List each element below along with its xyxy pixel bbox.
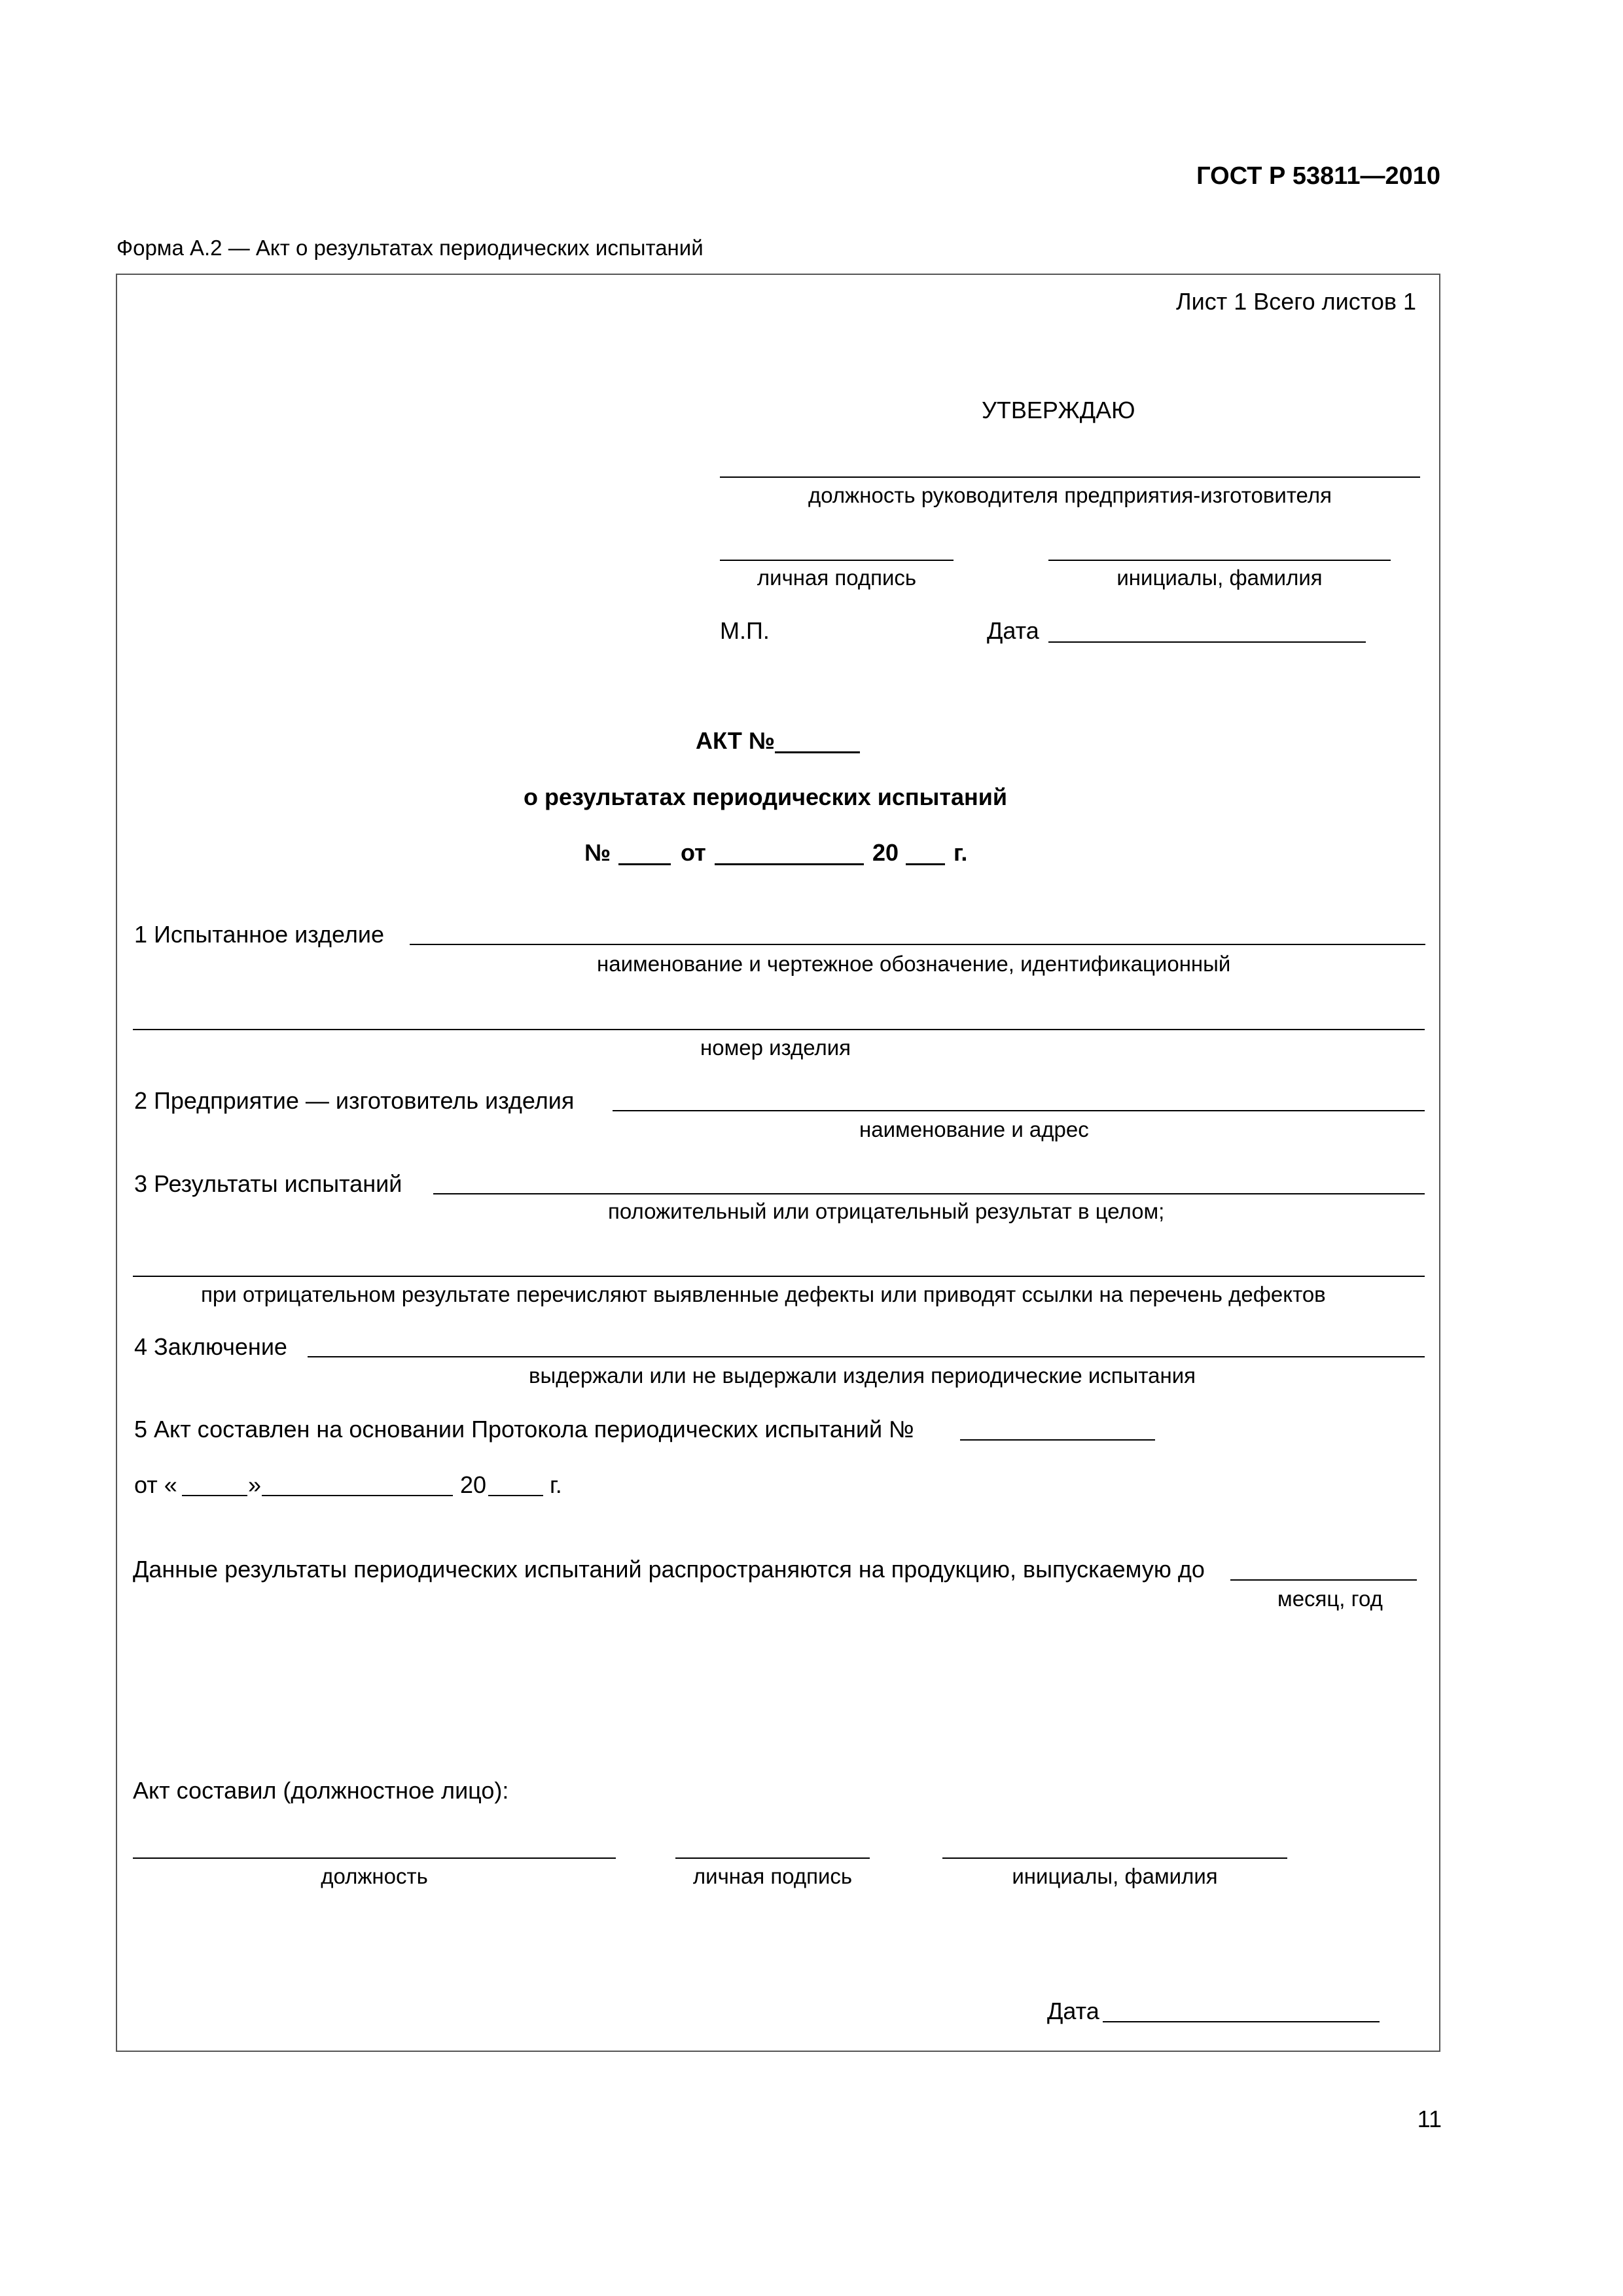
compiler-signature-caption: личная подпись (692, 1864, 853, 1888)
item5-quote-close: » (248, 1471, 262, 1498)
item5-protocol-line[interactable] (960, 1439, 1155, 1441)
form-caption: Форма А.2 — Акт о результатах периодических испытаний (116, 236, 704, 260)
item5-year-line[interactable] (488, 1495, 543, 1496)
approval-position-caption: должность руководителя предприятия-изготовителя (808, 483, 1332, 507)
item1-line2[interactable] (133, 1029, 1425, 1030)
item2-label: 2 Предприятие — изготовитель изделия (134, 1087, 575, 1114)
act-number-blank[interactable] (618, 863, 671, 865)
item2-line[interactable] (613, 1110, 1425, 1111)
act-year-blank[interactable] (906, 863, 945, 865)
compiler-name-line[interactable] (942, 1857, 1287, 1859)
item1-caption2: номер изделия (700, 1035, 851, 1060)
act-year-suffix: г. (954, 839, 968, 866)
item5-day-line[interactable] (182, 1495, 247, 1496)
item3-caption2: при отрицательном результате перечисляют выявленные дефекты или приводят ссылки на перечень дефектов (201, 1282, 1326, 1306)
item5-month-line[interactable] (262, 1495, 453, 1496)
act-title: АКТ № (696, 727, 775, 754)
act-number-line[interactable] (775, 751, 860, 753)
approval-name-caption: инициалы, фамилия (1116, 565, 1323, 590)
compiler-signature-line[interactable] (675, 1857, 870, 1859)
item3-line[interactable] (433, 1193, 1425, 1194)
item5-from-label: от « (134, 1471, 177, 1498)
act-number-label: № (584, 839, 611, 866)
item5-year-prefix: 20 (460, 1471, 487, 1498)
approval-signature-line[interactable] (720, 560, 954, 561)
item4-caption: выдержали или не выдержали изделия периодические испытания (529, 1363, 1196, 1388)
approval-name-line[interactable] (1048, 560, 1391, 561)
act-subtitle: о результатах периодических испытаний (524, 783, 1008, 810)
item3-caption: положительный или отрицательный результат в целом; (608, 1199, 1165, 1223)
compiler-name-caption: инициалы, фамилия (1012, 1864, 1218, 1888)
approval-date-label: Дата (987, 617, 1039, 644)
item3-label: 3 Результаты испытаний (134, 1170, 402, 1197)
compiler-date-label: Дата (1047, 1998, 1099, 2024)
compiler-date-line[interactable] (1103, 2021, 1380, 2022)
validity-text: Данные результаты периодических испытаний распространяются на продукцию, выпускаемую до (133, 1556, 1205, 1583)
act-date-blank[interactable] (715, 863, 864, 865)
approval-position-line[interactable] (720, 476, 1420, 478)
page-number: 11 (1417, 2106, 1442, 2132)
validity-line[interactable] (1230, 1579, 1417, 1581)
approval-date-line[interactable] (1048, 641, 1366, 643)
item1-label: 1 Испытанное изделие (134, 921, 384, 948)
act-from-label: от (681, 839, 706, 866)
item1-line[interactable] (410, 944, 1425, 945)
compiler-position-caption: должность (321, 1864, 428, 1888)
validity-caption: месяц, год (1277, 1587, 1383, 1611)
item3-line2[interactable] (133, 1276, 1425, 1277)
approval-title: УТВЕРЖДАЮ (982, 397, 1135, 423)
compiler-label: Акт составил (должностное лицо): (133, 1777, 509, 1804)
act-year-prefix: 20 (872, 839, 899, 866)
standard-code: ГОСТ Р 53811—2010 (1196, 162, 1440, 190)
approval-signature-caption: личная подпись (757, 565, 917, 590)
seal-label: М.П. (720, 617, 770, 644)
item1-caption: наименование и чертежное обозначение, идентификационный (597, 952, 1231, 976)
compiler-position-line[interactable] (133, 1857, 616, 1859)
item4-label: 4 Заключение (134, 1333, 287, 1360)
item4-line[interactable] (308, 1356, 1425, 1357)
item2-caption: наименование и адрес (859, 1117, 1089, 1141)
sheet-info: Лист 1 Всего листов 1 (1175, 288, 1416, 315)
item5-year-suffix: г. (550, 1471, 562, 1498)
item5-label: 5 Акт составлен на основании Протокола периодических испытаний № (134, 1416, 914, 1443)
